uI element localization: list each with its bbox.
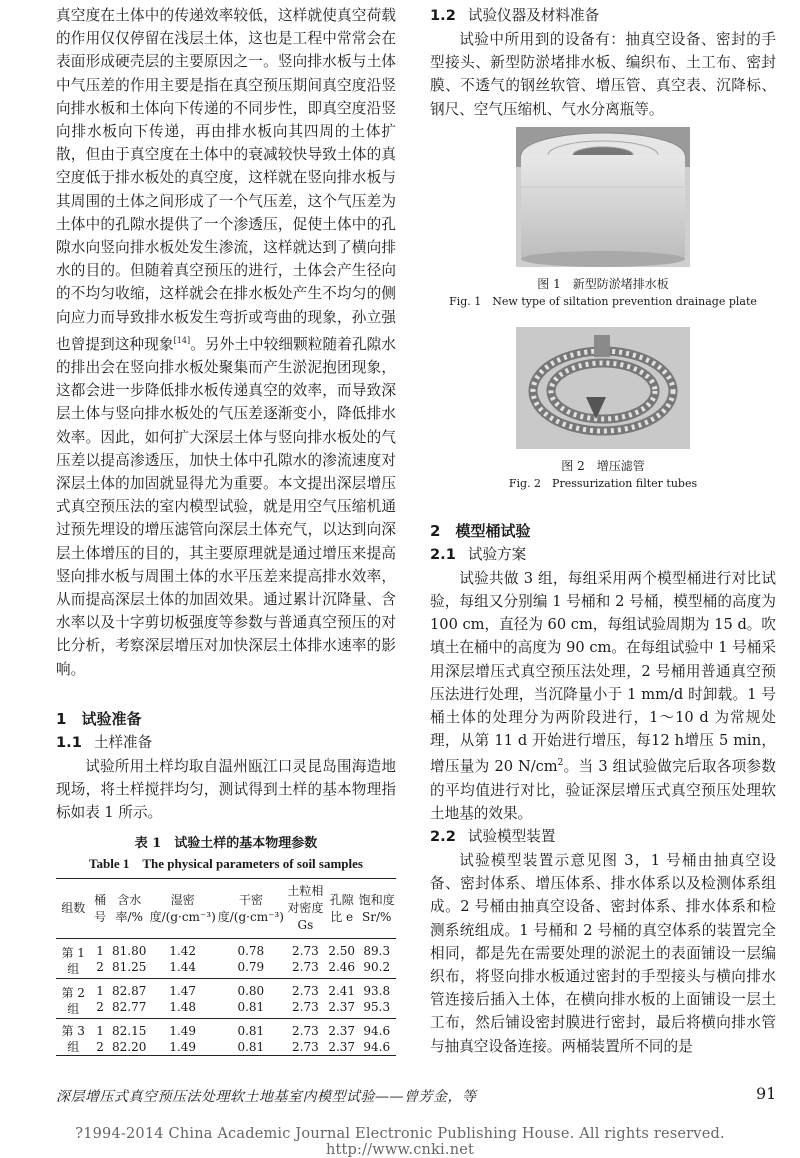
apparatus-paragraph: 试验模型装置示意见图 3，1 号桶由抽真空设备、密封体系、增压体系、排水体系以及检测体系组成。2 号桶由抽真空设备、密封体系、排水体系和检测系统组成。1 号桶和 2 号桶的真空体系的装置完全相同，都是先在需要处理的淤泥土的表面铺设一层编织布，将竖向排水板通过密封的手型接头与横向排水管连接后插入土体，在横向排水板的上面铺设一层土工布，然后铺设密封膜进行密封，最后将横向排水管与抽真空设备连接。两桶装置所不同的是 bbox=[430, 851, 776, 1055]
test-plan-paragraph: 试验共做 3 组，每组采用两个模型桶进行对比试验，每组又分别编 1 号桶和 2 号桶，模型桶的高度为 100 cm，直径为 60 cm，每组试验周期为 15 d。吹填土在桶中的高度为 90 cm。在每组试验中 1 号桶采用深层增压式真空预压法处理，2 号桶用普通真空预压法进行处理，当沉降量小于 1 mm/d 时卸载。1 号桶土体的处理分为两阶段进行，1～10 d 为常规处理，从第 11 d 开始进行增压，每12 h增压 5 min，增压量为 20 $N/cm^2$。当 3 组试验做完后取各项参数的平均值进行对比，验证深层增压式真空预压处理软土地基的效果。 bbox=[430, 569, 776, 822]
equipment-paragraph: 试验中所用到的设备有：抽真空设备、密封的手型接头、新型防淤堵排水板、编织布、土工布、密封膜、不透气的钢丝软管、增压管、真空表、沉降标、钢尺、空气压缩机、气水分离瓶等。 bbox=[430, 31, 776, 118]
soil-parameters-table bbox=[56, 878, 396, 1056]
right-column bbox=[430, 4, 776, 1058]
table-header-cell: 组数 bbox=[56, 879, 90, 939]
table-title-cn: 表 1 试验土样的基本物理参数 bbox=[134, 836, 318, 852]
intro-paragraph: 真空度在土体中的传递效率较低，这样就使真空荷载的作用仅仅停留在浅层土体，这也是工程中常常会在表面形成硬壳层的主要原因之一。竖向排水板与土体中气压差的作用主要是指在真空预压期间真空度沿竖向排水板和土体向下传递的不同步性，即真空度沿竖向排水板向下传递，再由排水板向其四周的土体扩散，但由于真空度在土体中的衰减较快导致土体的真空度低于排水板处的真空度，这样就在竖向排水板与其周围的土体之间形成了一个气压差，这个气压差为土体中的孔隙水提供了一个渗透压，促使土体中的孔隙水向竖向排水板处发生渗流，这样就达到了横向排水的目的。但随着真空预压的进行，土体会产生径向的不均匀收缩，这样就会在排水板处产生不均匀的侧向应力而导致排水板发生弯折或弯曲的现象，孙立强也曾提到这种现象[14]。另外土中较细颗粒随着孔隙水的排出会在竖向排水板处聚集而产生淤泥抱团现象，这都会进一步降低排水板传递真空的效率，而导致深层土体与竖向排水板处的气压差逐渐变小，降低排水效率。因此，如何扩大深层土体与竖向排水板处的气压差以提高渗透压，加快土体中孔隙水的渗流速度对深层土体的加固就显得尤为重要。本文提出深层增压式真空预压法的室内模型试验，就是用空气压缩机通过预先埋设的增压滤管向深层土体充气，以达到向深层土体增压的目的，其主要原理就是通过增压来提高竖向排水板与周围土体的水平压差来提高排水效率，从而提高深层土体的加固效果。通过累计沉降量、含水率以及十字剪切板强度等参数与普通真空预压的对比分析，考察深层增压对加快深层土体排水速率的影响。 bbox=[56, 7, 396, 678]
figure-2-caption-en: Fig. 2 Pressurization filter tubes bbox=[508, 476, 698, 490]
figure-2-caption-cn: 图 2 增压滤管 bbox=[561, 458, 645, 473]
table-header-cell: 饱和度 Sr/% bbox=[358, 879, 396, 939]
soil-prep-paragraph: 试验所用土样均取自温州瓯江口灵昆岛围海造地现场，将土样搅拌均匀，测试得到土样的基本物理指标如表 1 所示。 bbox=[56, 757, 396, 822]
group-label: 第 3 组 bbox=[56, 1019, 90, 1056]
section-heading-1: 1 试验准备 bbox=[56, 709, 142, 728]
table-header-cell: 土粒相对密度 Gs bbox=[285, 879, 326, 939]
table-row: 第 1 组 1 81.80 1.42 0.78 2.73 2.50 89.3 bbox=[56, 939, 396, 960]
pressurization-tube-photo bbox=[516, 327, 690, 449]
table-header-cell: 孔隙比 e bbox=[326, 879, 358, 939]
table-header-cell: 桶号 bbox=[90, 879, 109, 939]
table-row: 2 81.25 1.44 0.79 2.73 2.46 90.2 bbox=[56, 959, 396, 979]
drainage-plate-photo bbox=[516, 127, 690, 267]
left-column bbox=[56, 4, 396, 1056]
copyright-notice: ?1994-2014 China Academic Journal Electronic Publishing House. All rights reserved. http://www.cnki.net bbox=[75, 1126, 725, 1158]
figure-1-caption-cn: 图 1 新型防淤堵排水板 bbox=[537, 276, 669, 291]
group-label: 第 1 组 bbox=[56, 939, 90, 979]
table-header-cell: 湿密度/(g·cm⁻³) bbox=[149, 879, 217, 939]
citation-ref[interactable]: [14] bbox=[173, 335, 191, 345]
subsection-heading-2-2: 2.2 试验模型装置 bbox=[430, 827, 556, 845]
table-header-row bbox=[56, 879, 396, 939]
section-heading-2: 2 模型桶试验 bbox=[430, 521, 531, 540]
subsection-heading-2-1: 2.1 试验方案 bbox=[430, 545, 527, 563]
table-header-cell: 含水率/% bbox=[110, 879, 149, 939]
group-label: 第 2 组 bbox=[56, 979, 90, 1019]
table-title-en: Table 1 The physical parameters of soil samples bbox=[89, 856, 363, 872]
table-row: 2 82.20 1.49 0.81 2.73 2.37 94.6 bbox=[56, 1039, 396, 1056]
subsection-heading-1-2: 1.2 试验仪器及材料准备 bbox=[430, 7, 600, 24]
table-row: 第 2 组 1 82.87 1.47 0.80 2.73 2.41 93.8 bbox=[56, 979, 396, 1000]
table-row: 第 3 组 1 82.15 1.49 0.81 2.73 2.37 94.6 bbox=[56, 1019, 396, 1040]
running-title: 深层增压式真空预压法处理软土地基室内模型试验——曾芳金，等 bbox=[56, 1089, 477, 1105]
subsection-heading-1-1: 1.1 土样准备 bbox=[56, 733, 153, 751]
table-header-cell: 干密度/(g·cm⁻³) bbox=[217, 879, 285, 939]
table-row: 2 82.77 1.48 0.81 2.73 2.37 95.3 bbox=[56, 999, 396, 1019]
figure-1-caption-en: Fig. 1 New type of siltation prevention drainage plate bbox=[449, 294, 757, 308]
page-number: 91 bbox=[756, 1084, 777, 1103]
